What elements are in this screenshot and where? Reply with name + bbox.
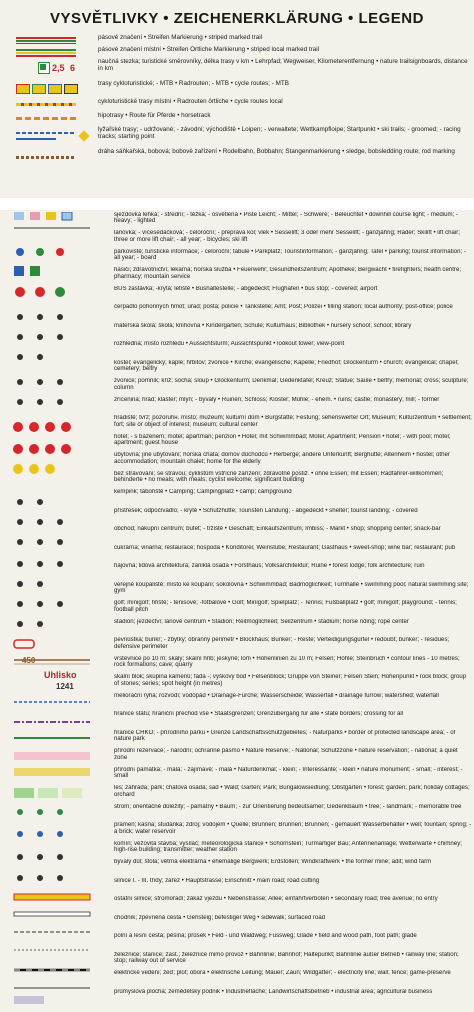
- legend-text: hotel; - s bazénem; motel; apartmán; penzion • Hotel; mit Schwimmbad; Motel; Apartment; Pension • hotel; - with pool; motel; apartment; guest house: [114, 433, 451, 447]
- legend-text: pevnůstka; bunkr; - zbytky; obranný perimetr • Blockhaus; Bunker; - Reste; Verteidigungsgürtel • redoubt; bunker; - residues; defensive perimeter: [114, 637, 450, 650]
- local-trail-symbol: [0, 46, 96, 58]
- legend-row: [0, 80, 474, 98]
- legend-text: veřejné koupaliště; místo ke koupání; sokolovna • Schwimmbad; Badmöglichkeit; Turnhalle • swimming pool; natural swimming site; gym: [114, 581, 469, 595]
- legend-text: polní a lesní cesta; pěšina; průsek • Feld - und Waldweg; Fussweg; Glade • field and wood path, foot path; glade: [114, 933, 417, 940]
- legend-text: bývalý důl; štola; větrná elektrárna • ehemalige Bergwerk; Erdstollen; Windkraftwerk • the former mine; adit; wind farm: [114, 859, 432, 866]
- legend-text: hranice CHKO; - přírodního parku • Grenze Landschaftsschutzgebietes; - Naturparks • border of protected landscape area; - of nature park: [114, 729, 456, 743]
- legend-row: [0, 46, 474, 58]
- nature-trail-symbol: [0, 58, 96, 80]
- legend-text: hradiště; tvrz; pozoruhн. místo; muzeum; kulturní dům • Burgstätte; Festung; sehenswerter Ort; Museum; Kulturzentrum • settlement; fort; site or object of interest; museum; cultural center: [114, 415, 472, 428]
- legend-text: naučná stezka; turistické směrovníky, délka trasy v km • Lehrpfad; Wegweiser, Kilometerentfernung • nature trailsignboards, distance in km: [98, 58, 468, 73]
- legend-text: ubytovna; jiné ubytování; horská chata; domov důchodců • Herberge; andere Unterkunft; Berghütte; Altenheim • hostel; other accommodation; mountain chalet; home for the elderly: [114, 452, 450, 465]
- legend-text: rozhledna; místo rozhledu • Aussichtsturm; Aussichtspunkt • lookout tower; view-point: [114, 341, 345, 348]
- fold-gap: [0, 198, 474, 210]
- legend-text: parkoviště; turistické informace; - celoroční; tabule • Parkplatz; Touristinformation; - ganzjährig; Tafel • parking; tourist information; - all year; - board: [114, 248, 466, 262]
- legend-text: zvonice; pomník; kříž; socha; sloup • Glockenturm; Denkmal; Gedenktafel; Kreuz; Statue; Säule • belfry; memorial; cross; sculpture; column: [114, 378, 469, 391]
- legend-text: elektrické vedení; zeď; plot; obora • elektrische Leitung; Mauer; Zaun; Wildgatter; - electricity line; wall; fence; game-preserve: [114, 970, 451, 977]
- legend-text: lyžařské trasy; - udržované; - závodní; východiště • Loipen; - verwaltete; Wettkampfloipe; Startpunkt • ski trails; - groomed; - racing tracks; starting point: [98, 126, 461, 141]
- legend-text: přírodní rezervace; - národní; ochranné pásmo • Nature Reserve; - National; Schutzzone • nature reservation; - national; a quiet zone: [114, 748, 458, 761]
- ski-trail-symbol: [0, 126, 96, 148]
- legend-row: [0, 34, 474, 46]
- legend-text: hájovna; lidová architektura; zaniklá osada • Forsthaus; Volksarchitektur; Ruine • forest lodge; folk architecture; ruin: [114, 563, 425, 570]
- legend-title: VYSVĚTLIVKY • ZEICHENERKLÄRUNG • LEGEND: [50, 10, 424, 27]
- distance-label: 6: [70, 63, 76, 73]
- legend-text: cykloturistické trasy místní • Radrouten örtliche • cycle routes local: [98, 98, 283, 105]
- legend-row: [0, 112, 474, 126]
- legend-text: hasiči; zdravotnictví; lékárna; horská služba • Feuerwehr; Gesundheitszentrum; Apotheke; Bergwacht • firefighters; health centre; pharmacy; mountain service: [114, 267, 462, 280]
- legend-text: čerpadlo pohonných hmot; úřad; pošta; policie • Tankstelle; Amt; Post; Polizei • filling station; local authority; post-office; police: [114, 304, 453, 311]
- legend-text: dráha sáňkařská, bobová; bobové zařízení • Rodelbahn, Bobbahn; Stangenmarkierung • sledge, bobsledding route; rod marking: [98, 148, 455, 155]
- sledge-route-symbol: [0, 148, 96, 170]
- legend-text: hranice státu; hraniční přechod vše • Staatsgrenzen; Grenzübergang für alle • state borders; crossing for all: [114, 711, 404, 718]
- legend-row: [0, 126, 474, 148]
- horsetrack-symbol: [0, 112, 96, 126]
- distance-label: 2,5: [52, 63, 65, 73]
- legend-text: trasy cykloturistické; - MTB • Radrouten; - MTB • cycle routes; - MTB: [98, 80, 289, 87]
- map-symbol-column: [0, 212, 112, 1007]
- legend-text: přírodní památka; - malá; - zajímavé; - malá • Naturdenkmal; - klein; - Interessante; - klein • nature monument; - small; - interest; - small: [114, 766, 463, 780]
- legend-text: chodník; zpevněná cesta • Gehsteig; befestiger Weg • sidewalk; surfaced road: [114, 914, 326, 921]
- striped-trail-symbol: [0, 34, 96, 46]
- legend-text: pásové značení místní • Streifen Örtliche Markierung • striped local marked trail: [98, 46, 320, 53]
- legend-text: stadion; jezdectví; lanové centrum • Stadion; Reitmöglichkeit; Seilzentrum • stadium; horse riding; rope center: [114, 618, 409, 625]
- legend-text: pramen; kašna; studánka; zdroj; vodojem • Quelle; Brunnen; Brunnen; Brunnen; - gemauert Wasserbehälter • well; fountain; spring; - a brick; water reservoir: [114, 822, 472, 835]
- legend-text: železnice; stanice; zast.; železnice mimo provoz • Bahnlinie; Bahnhof; Haltepunkt; Bahnlinie außer Betrieb • railway line; station; stop; railway out of service: [114, 951, 459, 964]
- legend-row: [0, 98, 474, 112]
- legend-text: ostatní silnice; stromořadí; zákaz vjezdu • Nebenstrasse; Allee; einfahrtverboten • secondary road; tree avenue; no entry: [114, 896, 438, 903]
- legend-text: BUS zastávka; -krytá; letiště • Bushaltestelle; - abgedeckt; Flughafen • bus stop; - covered; airport: [114, 285, 378, 292]
- legend-text: hipotrasy • Route für Pferde • horsetrack: [98, 112, 211, 119]
- trail-legend-section: [0, 34, 474, 170]
- place-label: Uhlisko: [44, 670, 77, 680]
- legend-text: přístřešek; odpočívadlo; - krytě • Schutzhütte; Touristen Landung; - abgedeckt • shelter; tourist landing; - covered: [114, 507, 418, 514]
- legend-text: silnice I. - III. třídy; zářez • Hauptstrasse; Einschnitt • main road; road cutting: [114, 877, 320, 884]
- legend-text: komín; věžovitá stavba; vysílač; meteorologická stanice • Schornstein; Turmartiger Bau; Antennenanlage; Wetterwarte • chimney; high-rise building; transmitter; weather station: [114, 840, 462, 853]
- legend-text: strom; orientačně důležitý; - památný • Baum; - zur Orientierung bedeutsamer; Gedenkbaum • tree; - landmark; - memorable tree: [114, 803, 462, 810]
- legend-text: sjezdovka lehká; - střední; - těžká; - osvětlená • Piste Leicht; - Mittel; - Schwere; - Beleuchtet • downhill course light; - medium; - heavy; - lighted: [114, 212, 458, 225]
- legend-text: zřícenina; hrad; klášter; mlýn; - bývalý • Ruinen; Schloss; Kloster; Mühle; - ehem. • ruins; castle; monastery; mill; - former: [114, 396, 440, 403]
- legend-text: meliorační rýha; rozvodí; vodopád • Drainage-Furche; Wasserscheide; Wasserfall • drainage furrow; watershed; waterfall: [114, 692, 439, 699]
- legend-row: [0, 148, 474, 170]
- legend-text: obchod; nákupní centrum; bufet; - tržiště • Geschäft; Einkaufszentrum; Imbiss; - Markt • shop; shopping center; snack-bar: [114, 526, 441, 533]
- legend-text: kempink; tábořiště • Camping; Campingplatz • camp; campground: [114, 489, 292, 496]
- legend-text: lanovka; - vícesedačková; - celoroční; - přepravа kol; vlek • Sesselift; 3 oder mehr Sesselift; - ganzjährig; Räder; Skilift • lift chair; three or more lift chair; - all year; - bicycles; ski lift: [114, 230, 460, 243]
- legend-row: [0, 58, 474, 80]
- cycle-route-symbol: [0, 80, 96, 98]
- legend-text: bez stravování; se stravou; cyklistům vstřícné zařízení; zdravotně postiž. • ohne Essen; mit Essen; Radfahrer-willkommen; behinderte • no meals; with meals; cyclist welcome; significant building: [114, 470, 444, 484]
- legend-text: mateřská škola; škola; knihovna • Kindergarten; Schule; Kulturhaus; Bibliothek • nursery school; school; library: [114, 322, 412, 329]
- legend-text: kostel; evangelický; kaple; hřbitov; zvonice • Kirche; evangelische; Kapelle; Friedhof; Glockenturm • church; evangelical; chapel; cemetery; belfry: [114, 359, 459, 373]
- legend-text: cukrárna; vinárna; restaurace; hospoda • Konditorei; Weinstube; Restaurant; Gasthaus • sweet-shop; wine bar; restaurant; pub: [114, 544, 456, 551]
- legend-text: průmyslová plocha; zemědělský podnik • Industriefläche; Landwirtschaftsbetrieb • industrial area; agricultural business: [114, 988, 433, 995]
- hill-height-label: 450: [22, 656, 36, 665]
- spot-height-label: 1241: [56, 682, 74, 691]
- legend-text: vrstevnice po 10 m; skály; skalní hřib; jeskyně; lom • Höhenlinien zu 10 m; Felsen; Höhle; Steinbruch • contour lines - 10 metres; rock formations; cave; quarry: [114, 655, 460, 669]
- legend-text: skalní blok; skupina kamenů; fada -; výškový bod • Felsenblock; Gruppe von Steiner; Felsen Stein; Höhenpunkt • rock block; group of stones; series; spot height (in metres): [114, 674, 467, 687]
- legend-text: pásové značení • Streifen Markierung • striped marked trail: [98, 34, 263, 41]
- legend-text: golf; minigolf; hřiště; - tenisové; -fotbalové • Golf; Minigolf; Spielplatz; - Tennis; Fußballplatz • golf; minigolf; playground; - tennis; football pitch: [114, 600, 457, 613]
- local-cycle-route-symbol: [0, 98, 96, 112]
- map-symbols-icon: [0, 212, 112, 1007]
- legend-text: les; zahrada; park; chatová osada; sad • Wald; Garten; Park; Bungalowsiedlung; Obstgarten • forest; garden; park; holiday cottages; orchard: [114, 785, 470, 798]
